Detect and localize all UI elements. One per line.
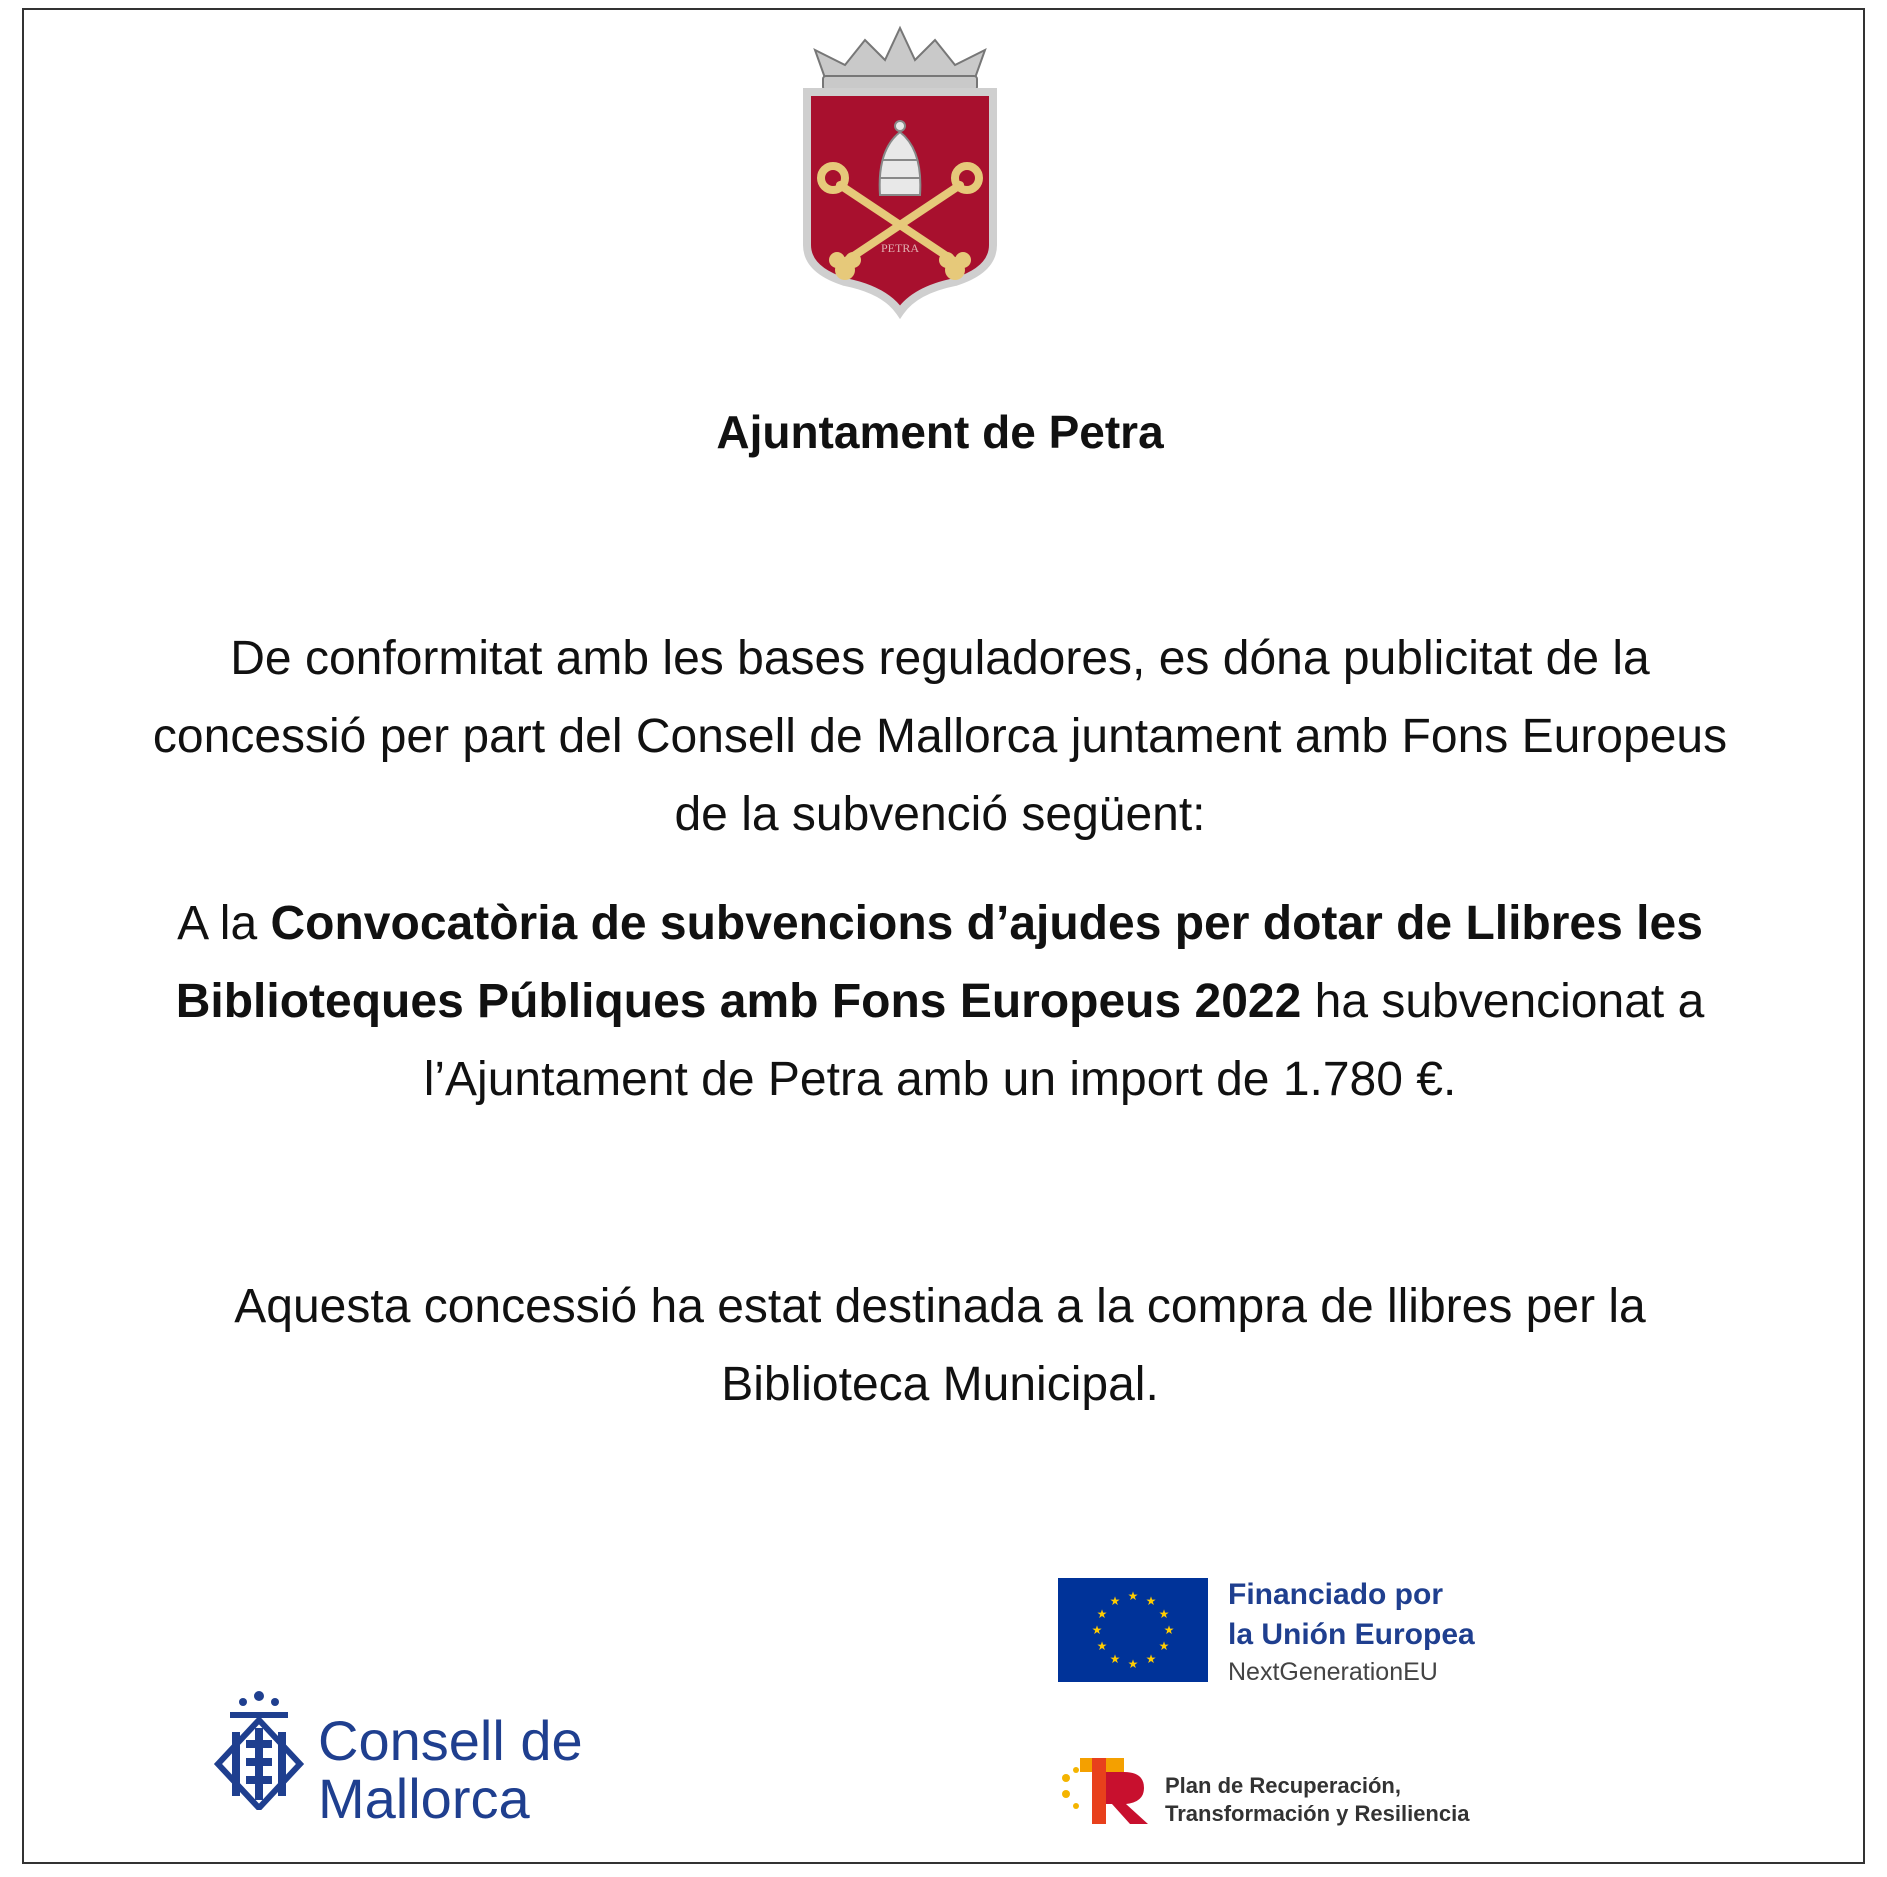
recovery-line-1: Plan de Recuperación, <box>1165 1773 1401 1798</box>
svg-text:★: ★ <box>1091 1623 1103 1637</box>
svg-text:★: ★ <box>1127 1589 1139 1603</box>
grant-program-name: Convocatòria de subvencions d’ajudes per dotar de Llibres les <box>270 897 1703 950</box>
svg-text:★: ★ <box>1127 1657 1139 1671</box>
svg-text:★: ★ <box>1163 1623 1175 1637</box>
grant-program-name-cont: Biblioteques Públiques amb Fons Europeus 2022 <box>175 975 1302 1028</box>
paragraph-grant <box>40 885 1840 1119</box>
svg-text:★: ★ <box>1158 1639 1170 1653</box>
paragraph-line: Biblioteca Municipal. <box>721 1358 1159 1411</box>
paragraph-line: de la subvenció següent: <box>674 788 1206 841</box>
page-title: Ajuntament de Petra <box>716 406 1164 458</box>
paragraph-line: Aquesta concessió ha estat destinada a la compra de llibres per la <box>234 1280 1646 1333</box>
recovery-line-2: Transformación y Resiliencia <box>1165 1801 1470 1826</box>
grant-suffix: ha subvencionat a <box>1301 975 1705 1028</box>
consell-line-2: Mallorca <box>318 1767 530 1830</box>
recovery-plan-text <box>1165 1772 1469 1828</box>
petra-coat-of-arms-icon <box>785 20 1015 320</box>
svg-text:★: ★ <box>1109 1652 1121 1666</box>
recovery-plan-logo-icon <box>1058 1748 1158 1828</box>
eu-line-1: Financiado por <box>1228 1578 1444 1611</box>
eu-flag-icon <box>1058 1578 1208 1682</box>
eu-funding-text <box>1228 1575 1558 1689</box>
consell-de-mallorca-logo-icon <box>210 1688 308 1810</box>
svg-text:★: ★ <box>1096 1607 1108 1621</box>
eu-line-2: la Unión Europea <box>1228 1618 1475 1651</box>
consell-de-mallorca-text <box>318 1709 583 1830</box>
paragraph-intro <box>40 620 1840 854</box>
crest-label: PETRA <box>880 241 920 255</box>
consell-line-1: Consell de <box>318 1709 583 1772</box>
svg-text:★: ★ <box>1158 1607 1170 1621</box>
svg-text:★: ★ <box>1145 1594 1157 1608</box>
paragraph-line: concessió per part del Consell de Mallorca juntament amb Fons Europeus <box>152 710 1728 763</box>
svg-text:★: ★ <box>1109 1594 1121 1608</box>
grant-prefix: A la <box>177 897 271 950</box>
svg-text:★: ★ <box>1145 1652 1157 1666</box>
grant-amount-line: l’Ajuntament de Petra amb un import de 1.780 €. <box>423 1053 1457 1106</box>
paragraph-purpose <box>40 1268 1840 1424</box>
paragraph-line: De conformitat amb les bases reguladores, es dóna publicitat de la <box>230 632 1650 685</box>
svg-text:★: ★ <box>1096 1639 1108 1653</box>
eu-line-3: NextGenerationEU <box>1228 1658 1438 1686</box>
